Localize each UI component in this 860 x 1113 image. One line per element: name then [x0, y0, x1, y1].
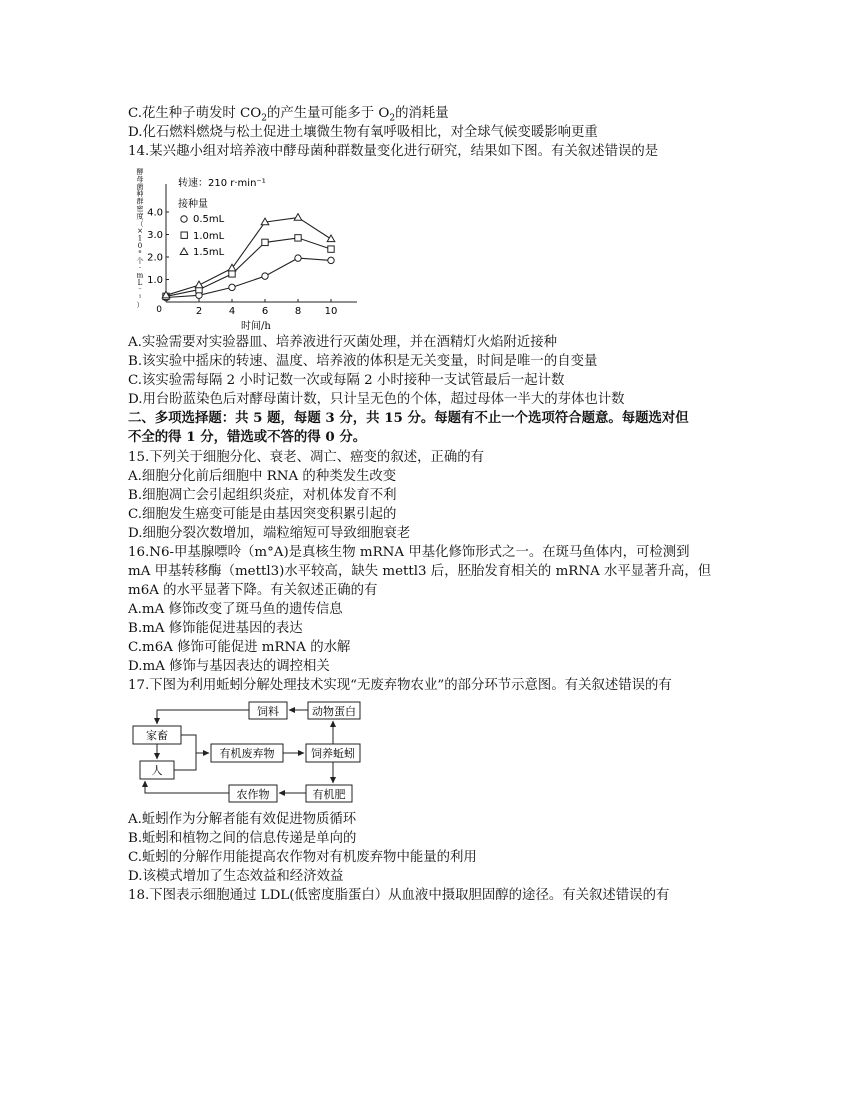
- q17-stem: 17.下图为利用蚯蚓分解处理技术实现“无废弃物农业”的部分环节示意图。有关叙述错误的有: [128, 678, 672, 693]
- q16-stem-line3: m6A 的水平显著下降。有关叙述正确的有: [128, 583, 378, 598]
- y-axis-label-char: 1: [137, 234, 143, 243]
- data-point: [327, 235, 335, 242]
- data-point: [328, 246, 334, 252]
- label-feed: 饲料: [257, 705, 279, 718]
- label-organic-fertilizer: 有机肥: [312, 788, 346, 801]
- data-point: [229, 271, 235, 277]
- q15-option-c: C.细胞发生癌变可能是由基因突变积累引起的: [128, 507, 397, 522]
- data-point: [294, 214, 302, 221]
- q15-stem: 15.下列关于细胞分化、衰老、凋亡、癌变的叙述，正确的有: [128, 450, 485, 465]
- legend: [180, 214, 224, 258]
- legend-title: 接种量: [178, 199, 208, 210]
- yeast-growth-chart: [135, 164, 367, 332]
- x-tick-label: 8: [294, 306, 302, 317]
- y-axis-label-char: L: [137, 279, 143, 287]
- data-point: [295, 255, 301, 261]
- y-axis-label-char: 个: [136, 256, 144, 265]
- x-tick-label: 2: [195, 306, 203, 317]
- q15-option-d: D.细胞分裂次数增加，端粒缩短可导致细胞衰老: [128, 526, 411, 541]
- q13-option-c: C.花生种子萌发时 $CO_2$的产生量可能多于 $O_2$的消耗量: [128, 106, 449, 124]
- q15-option-a: A.细胞分化前后细胞中 RNA 的种类发生改变: [128, 469, 397, 484]
- x-tick-label: 10: [324, 306, 338, 317]
- q16-option-a: A.mA 修饰改变了斑马鱼的遗传信息: [128, 602, 343, 617]
- y-axis-label-char: ·: [138, 264, 142, 273]
- data-point: [328, 257, 334, 263]
- label-human: 人: [151, 764, 163, 777]
- waste-free-agriculture-diagram: [128, 698, 376, 808]
- q16-stem-line2: mA 甲基转移酶（mettl3)水平较高，缺失 mettl3 后，胚胎发育相关的 mRNA 水平显著升高，但: [128, 564, 712, 579]
- y-tick-label: 4.0: [147, 207, 163, 219]
- y-axis-label-char: （: [136, 219, 144, 228]
- y-axis-label-char: ⁶: [138, 249, 142, 258]
- y-axis-label-char: ×: [137, 227, 143, 236]
- q18-stem: 18.下图表示细胞通过 LDL(低密度脂蛋白）从血液中摄取胆固醇的途径。有关叙述错误的有: [128, 888, 670, 903]
- q14-option-b: B.该实验中摇床的转速、温度、培养液的体积是无关变量，时间是唯一的自变量: [128, 354, 598, 369]
- y-axis-label-char: ¹: [138, 293, 142, 302]
- legend-label-2: 1.5mL: [193, 247, 225, 258]
- series-line: [166, 218, 331, 296]
- y-axis-label-char: 密: [136, 205, 144, 213]
- y-tick-label: 2.0: [147, 252, 163, 264]
- y-axis-label-char: 种: [136, 190, 144, 199]
- q14-option-a: A.实验需要对实验器皿、培养液进行灭菌处理，并在酒精灯火焰附近接种: [128, 335, 558, 350]
- q17-option-c: C.蚯蚓的分解作用能提高农作物对有机废弃物中能量的利用: [128, 850, 477, 865]
- section2-heading-line2: 不全的得 1 分，错选或不答的得 0 分。: [128, 429, 367, 445]
- y-axis-label-char: 菌: [136, 182, 144, 191]
- y-axis-label: [137, 167, 144, 309]
- q14-option-d: D.用台盼蓝染色后对酵母菌计数，只计呈无色的个体，超过母体一半大的芽体也计数: [128, 392, 625, 407]
- speed-label: 转速：210 r·min⁻¹: [178, 178, 266, 189]
- q13-option-d: D.化石燃料燃烧与松土促进土壤微生物有氧呼吸相比，对全球气候变暖影响更重: [128, 125, 598, 140]
- origin-label: 0: [156, 305, 162, 315]
- section2-heading-line1: 二、多项选择题：共 5 题，每题 3 分，共 15 分。每题有不止一个选项符合题意。每题选对但: [128, 410, 689, 426]
- label-earthworm: 饲养蚯蚓: [311, 747, 355, 760]
- q17-option-b: B.蚯蚓和植物之间的信息传递是单向的: [128, 831, 357, 846]
- x-axis-label: 时间/h: [241, 321, 271, 332]
- y-axis-label-char: ⁻: [138, 286, 142, 295]
- y-tick-label: 3.0: [147, 230, 163, 241]
- q16-stem-line1: 16.N6-甲基腺嘌呤（m°A)是真核生物 mRNA 甲基化修饰形式之一。在斑马鱼体内，可检测到: [128, 545, 690, 560]
- data-point: [295, 235, 301, 241]
- label-organic-waste: 有机废弃物: [219, 747, 275, 760]
- legend-label-1: 1.0mL: [193, 231, 225, 242]
- legend-marker-triangle: [180, 248, 188, 255]
- y-axis-label-char: 群: [136, 197, 144, 206]
- x-tick-label: 6: [261, 306, 269, 317]
- q17-option-a: A.蚯蚓作为分解者能有效促进物质循环: [128, 812, 357, 827]
- y-axis-label-char: m: [136, 271, 144, 280]
- data-point: [229, 284, 235, 290]
- label-animal-protein: 动物蛋白: [312, 705, 356, 718]
- y-axis-label-char: 0: [137, 242, 143, 250]
- x-tick-label: 4: [228, 306, 236, 317]
- q14-stem: 14.某兴趣小组对培养液中酵母菌种群数量变化进行研究，结果如下图。有关叙述错误的是: [128, 144, 659, 159]
- label-livestock: 家畜: [146, 729, 168, 742]
- q16-option-c: C.m6A 修饰可能促进 mRNA 的水解: [128, 640, 351, 655]
- y-axis-label-char: 酵: [136, 168, 144, 176]
- q16-option-d: D.mA 修饰与基因表达的调控相关: [128, 659, 330, 674]
- q16-option-b: B.mA 修饰能促进基因的表达: [128, 621, 303, 636]
- y-axis-label-char: 母: [136, 175, 144, 184]
- data-point: [262, 273, 268, 279]
- legend-marker-square: [181, 232, 187, 238]
- data-point: [262, 239, 268, 245]
- y-axis-label-char: 度: [136, 212, 144, 221]
- q14-option-c: C.该实验需每隔 2 小时记数一次或每隔 2 小时接种一支试管最后一起计数: [128, 373, 565, 388]
- axis-ticks: [147, 208, 337, 318]
- y-axis-label-char: ）: [136, 301, 144, 310]
- y-tick-label: 1.0: [147, 275, 163, 286]
- data-series: [162, 214, 335, 301]
- legend-marker-circle: [181, 216, 187, 222]
- label-crops: 农作物: [236, 788, 270, 801]
- legend-label-0: 0.5mL: [193, 214, 225, 225]
- q17-option-d: D.该模式增加了生态效益和经济效益: [128, 869, 344, 884]
- q15-option-b: B.细胞凋亡会引起组织炎症，对机体发育不利: [128, 488, 397, 503]
- data-point: [195, 281, 203, 288]
